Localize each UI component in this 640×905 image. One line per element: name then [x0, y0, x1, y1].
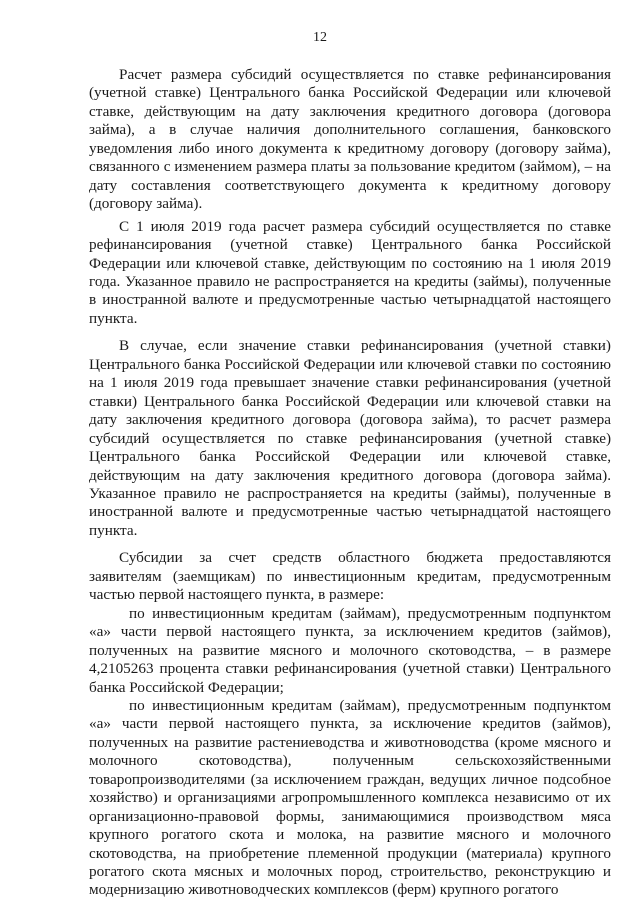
page-number: 12: [313, 30, 327, 45]
document-body: [89, 66, 611, 900]
paragraph-regional-budget-subsidies: Субсидии за счет средств областного бюджета предоставляются заявителям (заемщикам) по инвестиционным кредитам, предусмотренным частью первой настоящего пункта, в размере:: [89, 549, 611, 604]
paragraph-rate-exceeds-case: В случае, если значение ставки рефинансирования (учетной ставки) Центрального банка Российской Федерации или ключевой ставки по состоянию на 1 июля 2019 года превышает значение ставки рефинансирования (учетной ставки) Центрального банка Российской Федерации или ключевой ставки на дату заключения кредитного договора (договора займа), то расчет размера субсидий осуществляется по ставке рефинансирования (учетной ставке) Центрального банка Российской Федерации или ключевой ставке, действующим на дату заключения кредитного договора (договора займа). Указанное правило не распространяется на кредиты (займы), полученные в иностранной валюте и предусмотренные частью четырнадцатой настоящего пункта.: [89, 337, 611, 539]
paragraph-investment-credits-a: по инвестиционным кредитам (займам), предусмотренным подпунктом «а» части первой настоящего пункта, за исключением кредитов (займов), полученных на развитие мясного и молочного скотоводства, – в размере 4,2105263 процента ставки рефинансирования (учетной ставки) Центрального банка Российской Федерации;: [89, 604, 611, 696]
paragraph-july-2019-rule: С 1 июля 2019 года расчет размера субсидий осуществляется по ставке рефинансирования (учетной ставке) Центрального банка Российской Федерации или ключевой ставке, действующим по состоянию на 1 июля 2019 года. Указанное правило не распространяется на кредиты (займы), полученные в иностранной валюте и предусмотренные частью четырнадцатой настоящего пункта.: [89, 217, 611, 327]
paragraph-subsidy-calculation: Расчет размера субсидий осуществляется по ставке рефинансирования (учетной ставке) Центрального банка Российской Федерации или ключевой ставке, действующим на дату заключения кредитного договора (договора займа), а в случае наличия дополнительного соглашения, банковского уведомления либо иного документа к кредитному договору (договору займа), связанного с изменением размера платы за пользование кредитом (займом), – на дату составления соответствующего документа к кредитному договору (договору займа).: [89, 66, 611, 213]
paragraph-investment-credits-livestock: по инвестиционным кредитам (займам), предусмотренным подпунктом «а» части первой настоящего пункта, за исключение кредитов (займов), полученных на развитие растениеводства и животноводства (кроме мясного и молочного скотоводства), полученным сельскохозяйственными товаропроизводителями (за исключением граждан, ведущих личное подсобное хозяйство) и организациями агропромышленного комплекса независимо от их организационно-правовой формы, занимающимися производством мяса крупного рогатого скота и молока, на развитие мясного и молочного скотоводства, на приобретение племенной продукции (материала) крупного рогатого скота мясных и молочных пород, строительство, реконструкцию и модернизацию животноводческих комплексов (ферм) крупного рогатого: [89, 696, 611, 899]
